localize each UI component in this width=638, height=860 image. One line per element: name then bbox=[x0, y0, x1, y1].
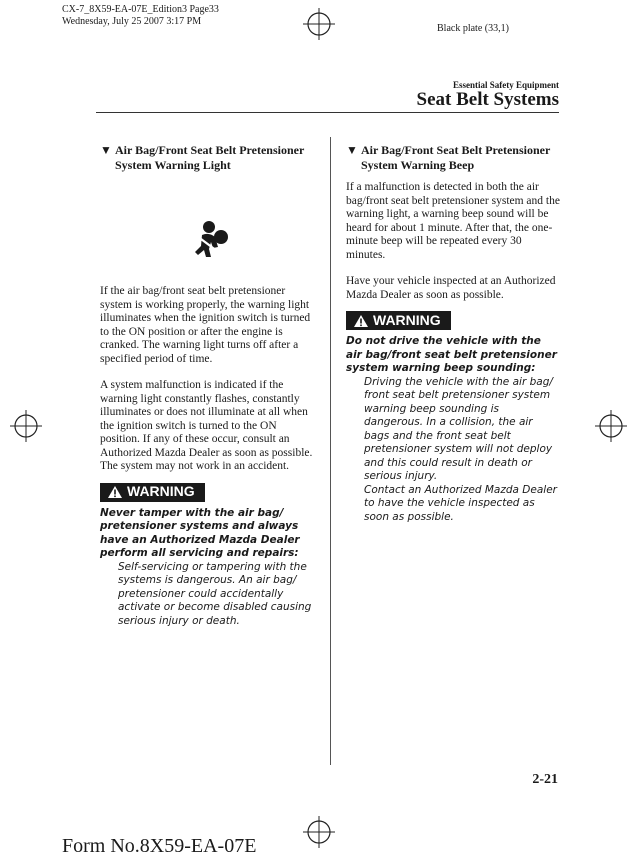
left-heading bbox=[100, 143, 315, 173]
form-number: Form No.8X59-EA-07E bbox=[62, 835, 257, 857]
left-warning-block bbox=[100, 483, 315, 629]
header-rule bbox=[96, 112, 559, 113]
registration-mark-right-icon bbox=[595, 410, 627, 442]
airbag-warning-icon bbox=[189, 219, 229, 259]
right-paragraph-2: Have your vehicle inspected at an Authorized Mazda Dealer as soon as possible. bbox=[346, 275, 556, 301]
left-warning-lead: Never tamper with the air bag/ pretensioner systems and always have an Authorized Mazda Dealer perform all servicing and repairs: bbox=[100, 506, 300, 559]
print-metadata bbox=[62, 4, 219, 28]
column-divider bbox=[330, 137, 331, 765]
print-meta-line1: CX-7_8X59-EA-07E_Edition3 Page33 bbox=[62, 4, 219, 15]
left-paragraph-2: A system malfunction is indicated if the warning light constantly flashes, constantly illuminates or does not illuminate at all when the ignition switch is turned to the ON position. If any of these occur, consult an Authorized Mazda Dealer as soon as possible. The system may not work in an accident. bbox=[100, 379, 313, 472]
right-column bbox=[346, 143, 560, 524]
right-heading-text: Air Bag/Front Seat Belt Pretensioner System Warning Beep bbox=[361, 143, 551, 172]
right-warning-body-2: Contact an Authorized Mazda Dealer to have the vehicle inspected as soon as possible. bbox=[364, 483, 557, 523]
right-heading bbox=[346, 143, 560, 173]
right-warning-badge bbox=[346, 311, 451, 330]
left-warning-badge bbox=[100, 483, 205, 502]
print-meta-line2: Wednesday, July 25 2007 3:17 PM bbox=[62, 16, 202, 27]
left-column bbox=[100, 143, 315, 628]
section-label: Essential Safety Equipment bbox=[452, 80, 559, 90]
heading-marker: ▼ bbox=[346, 143, 358, 157]
warning-triangle-icon bbox=[107, 485, 123, 499]
right-warning-body-1: Driving the vehicle with the air bag/ front seat belt pretensioner system warning beep sounding is dangerous. In a collision, the air bags and the front seat belt pretensioner system will not deploy and this could result in death or serious injury. bbox=[364, 375, 553, 482]
left-warning-label: WARNING bbox=[127, 483, 195, 500]
left-warning-body: Self-servicing or tampering with the systems is dangerous. An air bag/ pretensioner could accidentally activate or become disabled causing serious injury or death. bbox=[118, 560, 312, 627]
heading-marker: ▼ bbox=[100, 143, 112, 157]
page-number: 2-21 bbox=[532, 772, 558, 787]
plate-label: Black plate (33,1) bbox=[437, 23, 509, 34]
registration-mark-top-icon bbox=[303, 8, 335, 40]
left-paragraph-1: If the air bag/front seat belt pretensioner system is working properly, the warning light illuminates when the ignition switch is turned to the ON position or after the engine is cranked. The warning light turns off after a specified period of time. bbox=[100, 285, 311, 365]
warning-triangle-icon bbox=[353, 314, 369, 328]
right-paragraph-1: If a malfunction is detected in both the air bag/front seat belt pretensioner system and the warning light, a warning beep sound will be heard for about 1 minute. After that, the one-minute beep will be repeated every 30 minutes. bbox=[346, 181, 560, 261]
right-warning-lead: Do not drive the vehicle with the air bag/front seat belt pretensioner system warning beep sounding: bbox=[346, 335, 557, 374]
section-title: Seat Belt Systems bbox=[416, 89, 559, 110]
left-heading-text: Air Bag/Front Seat Belt Pretensioner System Warning Light bbox=[115, 143, 305, 172]
registration-mark-bottom-icon bbox=[303, 816, 335, 848]
registration-mark-left-icon bbox=[10, 410, 42, 442]
right-warning-block bbox=[346, 311, 560, 524]
right-warning-label: WARNING bbox=[373, 311, 441, 328]
